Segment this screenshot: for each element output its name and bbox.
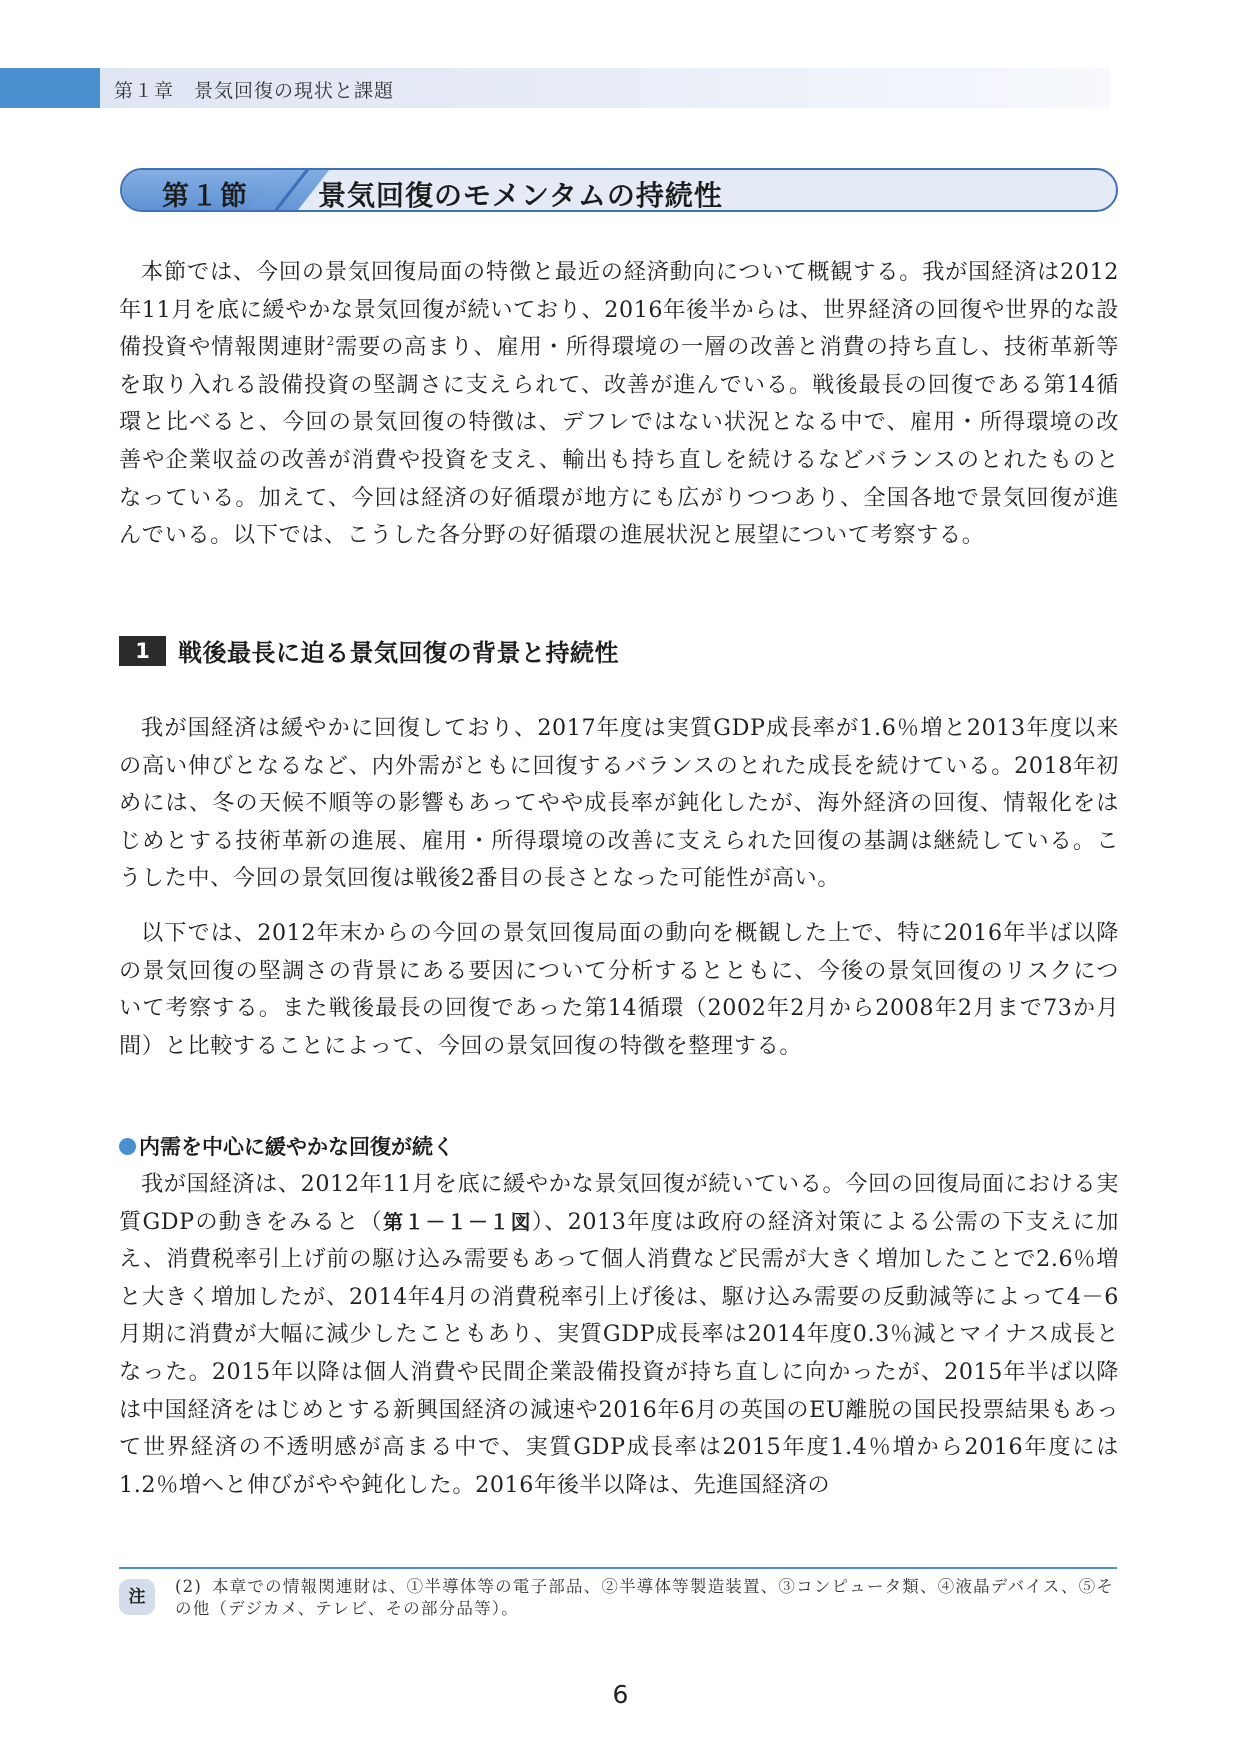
figure-reference[interactable]: 第１－１－１図 (382, 1209, 532, 1234)
footnote (175, 1576, 1120, 1620)
subsection-heading (119, 633, 619, 667)
intro-paragraph (119, 254, 1119, 555)
topic-heading (119, 1131, 454, 1161)
running-header (0, 68, 1110, 108)
body-paragraph-2: 以下では、2012年末からの今回の景気回復局面の動向を概観した上で、特に2016年半ば以降の景気回復の堅調さの背景にある要因について分析するとともに、今後の景気回復のリスクについて考察する。また戦後最長の回復であった第14循環（2002年2月から2008年2月まで73か月間）と比較することによって、今回の景気回復の特徴を整理する。 (119, 920, 1119, 1059)
bullet-dot-icon (119, 1138, 136, 1155)
intro-text-2: 需要の高まり、雇用・所得環境の一層の改善と消費の持ち直し、技術革新等を取り入れる設備投資の堅調さに支えられて、改善が進んでいる。戦後最長の回復である第14循環と比べると、今回の景気回復の特徴は、デフレではない状況となる中で、雇用・所得環境の改善や企業収益の改善が消費や投資を支え、輸出も持ち直しを続けるなどバランスのとれたものとなっている。加えて、今回は経済の好循環が地方にも広がりつつあり、全国各地で景気回復が進んでいる。以下では、こうした各分野の好循環の進展状況と展望について考察する。 (119, 334, 1119, 549)
subsection-number: 1 (119, 636, 166, 666)
body-paragraph-3 (119, 1166, 1119, 1504)
section-banner (120, 168, 1118, 212)
topic-heading-text: 内需を中心に緩やかな回復が続く (139, 1135, 454, 1159)
page-number: 6 (612, 1680, 629, 1709)
body-paragraph-1: 我が国経済は緩やかに回復しており、2017年度は実質GDP成長率が1.6％増と2013年度以来の高い伸びとなるなど、内外需がともに回復するバランスのとれた成長を続けている。2018年初めには、冬の天候不順等の影響もあってやや成長率が鈍化したが、海外経済の回復、情報化をはじめとする技術革新の進展、雇用・所得環境の改善に支えられた回復の基調は継続している。こうした中、今回の景気回復は戦後2番目の長さとなった可能性が高い。 (119, 715, 1119, 892)
footnote-number: (2) (175, 1577, 202, 1596)
footnote-text: 本章での情報関連財は、①半導体等の電子部品、②半導体等製造装置、③コンピュータ類、④液晶デバイス、⑤その他（デジカメ、テレビ、その部分品等）。 (175, 1577, 1115, 1618)
note-badge: 注 (119, 1579, 155, 1615)
subsection-title: 戦後最長に迫る景気回復の背景と持続性 (178, 639, 619, 667)
intro-text-1: 本節では、今回の景気回復局面の特徴と最近の経済動向について概観する。我が国経済は2012年11月を底に緩やかな景気回復が続いており、2016年後半からは、世界経済の回復や世界的な設備投資や情報関連財 (119, 259, 1119, 361)
section-number: 第１節 (162, 181, 249, 212)
section-title: 景気回復のモメンタムの持続性 (318, 179, 723, 212)
footnote-ref[interactable]: 2 (326, 334, 335, 349)
running-title: 第１章 景気回復の現状と課題 (114, 80, 395, 102)
para3-text-2: ）、2013年度は政府の経済対策による公需の下支えに加え、消費税率引上げ前の駆け込み需要もあって個人消費など民需が大きく増加したことで2.6％増と大きく増加したが、2014年4月の消費税率引上げ後は、駆け込み需要の反動減等によって4－6月期に消費が大幅に減少したこともあり、実質GDP成長率は2014年度0.3％減とマイナス成長となった。2015年以降は個人消費や民間企業設備投資が持ち直しに向かったが、2015年半ば以降は中国経済をはじめとする新興国経済の減速や2016年6月の英国のEU離脱の国民投票結果もあって世界経済の不透明感が高まる中で、実質GDP成長率は2015年度1.4％増から2016年度には1.2％増へと伸びがやや鈍化した。2016年後半以降は、先進国経済の (119, 1208, 1119, 1498)
header-accent-tab (0, 68, 100, 108)
footnote-divider (119, 1567, 1117, 1569)
para3-text-1: 我が国経済は、2012年11月を底に緩やかな景気回復が続いている。今回の回復局面における実質GDPの動きをみると（ (119, 1171, 1119, 1235)
